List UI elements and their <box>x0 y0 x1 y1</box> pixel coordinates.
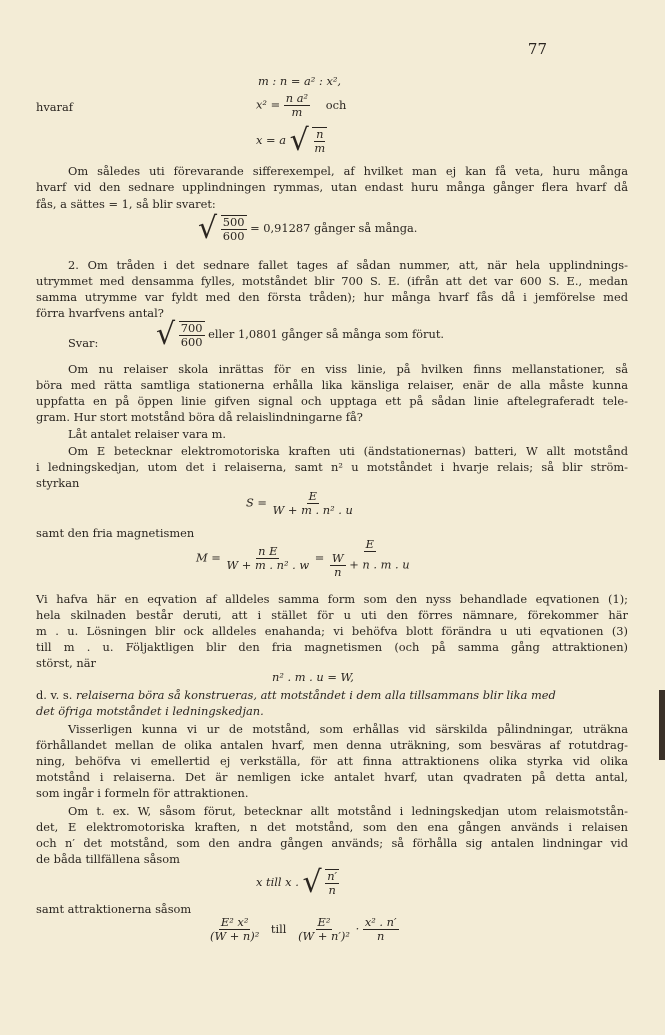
sqrt500-numerator: 500 <box>222 215 245 229</box>
s-numerator: E <box>308 489 317 503</box>
sqrt500-denominator: 600 <box>222 229 245 243</box>
radical-sign: √ <box>156 317 176 352</box>
text-line: motstånd i relaiserna. Det är nemligen icke antalet hvarf, utan qvadraten på detta antal, <box>36 770 628 784</box>
formula-x-squared <box>256 92 346 119</box>
x-denominator: m <box>314 141 326 155</box>
text-line: styrkan <box>36 476 80 490</box>
text-line: samt den fria magnetismen <box>36 526 195 540</box>
text-line: Visserligen kunna vi ur de motstånd, som erhållas vid särskilda pålindningar, uträkna <box>68 722 628 736</box>
label-hvaraf: hvaraf <box>36 100 74 114</box>
text-line: böra med rätta samtliga stationerna erhålla lika känsliga relaiser, enär de alla måste kunna <box>36 378 628 392</box>
text-line: uppfatta en på öppen linie gifven signal och upptaga ett på sådan linie aftelegraferadt tele- <box>36 394 628 408</box>
sqrt700-numerator: 700 <box>180 321 203 335</box>
formula-attraction: $\frac{\text{E² x²}}{\text{(W + n)²}}$ till $\frac{\text{E²}}{\text{(W + n′)²}}$ · $\frac{\text{x² . n′}}{n}$ <box>210 915 397 943</box>
m2-inner-denominator: n <box>334 565 342 579</box>
s-left: S = <box>246 495 267 510</box>
x-left: x = a <box>256 133 287 147</box>
text-line: som ingår i formeln för attraktionen. <box>36 786 249 800</box>
text-line: i ledningskedjan, utom det i relaiserna, samt n² u motståndet i hvarje relais; så blir ström- <box>36 460 628 474</box>
text-line: Vi hafva här en eqvation af alldeles samma form som den nyss behandlade eqvationen (1); <box>36 592 628 606</box>
m1-denominator: W + m . n² . w <box>226 558 310 572</box>
text-line: Om t. ex. W, såsom förut, betecknar allt motstånd i ledningskedjan utom relaismotstån- <box>68 804 628 818</box>
sqrt500-result: = 0,91287 gånger så många. <box>250 221 418 235</box>
page-number: 77 <box>527 40 547 58</box>
xtill-numerator: n′ <box>327 869 338 883</box>
attr-a-numerator: E² x² <box>220 915 249 929</box>
text-line: de båda tillfällena såsom <box>36 852 180 866</box>
label-och: och <box>325 97 347 112</box>
text-line: förhållandet mellan de olika antalen hvarf, men denna uträkning, som besväras af rotutdrag- <box>36 738 628 752</box>
m2-denominator-rest: + n . m . u <box>349 557 410 572</box>
x2-left: x² = <box>256 97 281 112</box>
formula-condition: n² . m . u = W, <box>272 670 354 684</box>
text-line: 2. Om tråden i det sednare fallet tages af sådan nummer, att, när hela upplindnings- <box>68 258 628 272</box>
text-line: hela skilnaden består deruti, att i stället för u uti den förres nämnare, förekommer här <box>36 608 628 622</box>
m2-inner-numerator: W <box>331 551 344 565</box>
text-line: störst, när <box>36 656 96 670</box>
radical-sign: √ <box>289 123 309 158</box>
m-left: M = <box>196 550 221 565</box>
x-numerator: n <box>316 127 324 141</box>
text-line: Om således uti förevarande sifferexempel, af hvilket man ej kan få veta, huru många <box>68 164 628 178</box>
x2-denominator: m <box>291 105 303 119</box>
text-lead: d. v. s. <box>36 688 73 702</box>
text-line: Låt antalet relaiser vara m. <box>68 427 227 441</box>
label-svar: Svar: <box>68 336 99 350</box>
text-line: m . u. Lösningen blir ock alldeles enahanda; vi behöfva blott förändra u uti eqvationen (3) <box>36 624 628 638</box>
text-line: utrymmet med densamma fylles, motståndet blir 700 S. E. (ifrån att det var 600 S. E., medan <box>36 274 628 288</box>
text-line: det öfriga motståndet i ledningskedjan. <box>36 704 264 718</box>
sqrt700-result: eller 1,0801 gånger så många som förut. <box>208 327 445 341</box>
m1-numerator: n E <box>258 544 278 558</box>
page-edge-shadow <box>659 690 665 760</box>
text-line: hvarf vid den sednare upplindningen rymmas, utan endast huru många gånger flera hvarf då <box>36 180 628 194</box>
text-line: samma utrymme var fyldt med den första tråden); hur många hvarf fås då i jemförelse med <box>36 290 628 304</box>
radical-sign: √ <box>302 865 322 900</box>
attr-b-numerator: E² <box>317 915 331 929</box>
text-line: gram. Hur stort motstånd böra då relaislindningarne få? <box>36 410 363 424</box>
text-line: Om E betecknar elektromotoriska kraften uti (ändstationernas) batteri, W allt motstånd <box>68 444 628 458</box>
text-line: och n′ det motstånd, som den andra gången används; så förhålla sig antalen lindningar vid <box>36 836 628 850</box>
text-line: förra hvarfvens antal? <box>36 306 164 320</box>
xtill-left: x till x . <box>256 875 299 889</box>
text-line: samt attraktionerna såsom <box>36 902 192 916</box>
s-denominator: W + m . n² . u <box>272 503 353 517</box>
attr-c-denominator: n <box>377 929 385 943</box>
formula-M: M = $\frac{\text{n E}}{\text{W + m . n² . w}}$ = E $\frac{W}{n}$ + n . m . u <box>196 537 410 579</box>
m2-numerator: E <box>365 537 374 551</box>
xtill-denominator: n <box>328 883 336 897</box>
formula-S <box>246 490 355 517</box>
text-line: Om nu relaiser skola inrättas för en viss linie, på hvilken finns mellanstationer, så <box>68 362 628 376</box>
text-line: fås, a sättes = 1, så blir svaret: <box>36 197 216 211</box>
text-line: det, E elektromotoriska kraften, n det motstånd, som den ena gången används i relaisen <box>36 820 628 834</box>
attr-b-denominator: (W + n′)² <box>298 929 350 943</box>
text-italic: relaiserna böra så konstrueras, att motståndet i dem alla tillsammans blir lika med <box>75 688 556 702</box>
attr-a-denominator: (W + n)² <box>210 929 260 943</box>
formula-x-root <box>256 123 327 158</box>
label-till: till <box>270 921 287 936</box>
radical-sign: √ <box>198 211 218 246</box>
x2-numerator: n a² <box>285 91 309 105</box>
formula-sqrt-500 <box>198 211 418 246</box>
formula-sqrt-700 <box>156 317 445 352</box>
formula-proportion: m : n = a² : x², <box>258 74 342 88</box>
text-line: till m . u. Följaktligen blir den fria magnetismen (och på samma gång attraktionen) <box>36 640 628 654</box>
formula-x-till <box>256 865 339 900</box>
sqrt700-denominator: 600 <box>180 335 203 349</box>
attr-c-numerator: x² . n′ <box>364 915 397 929</box>
text-line: ning, behöfva vi emellertid ej verkställa, för att finna attraktionens olika styrka vid olika <box>36 754 628 768</box>
text-line <box>36 688 628 703</box>
